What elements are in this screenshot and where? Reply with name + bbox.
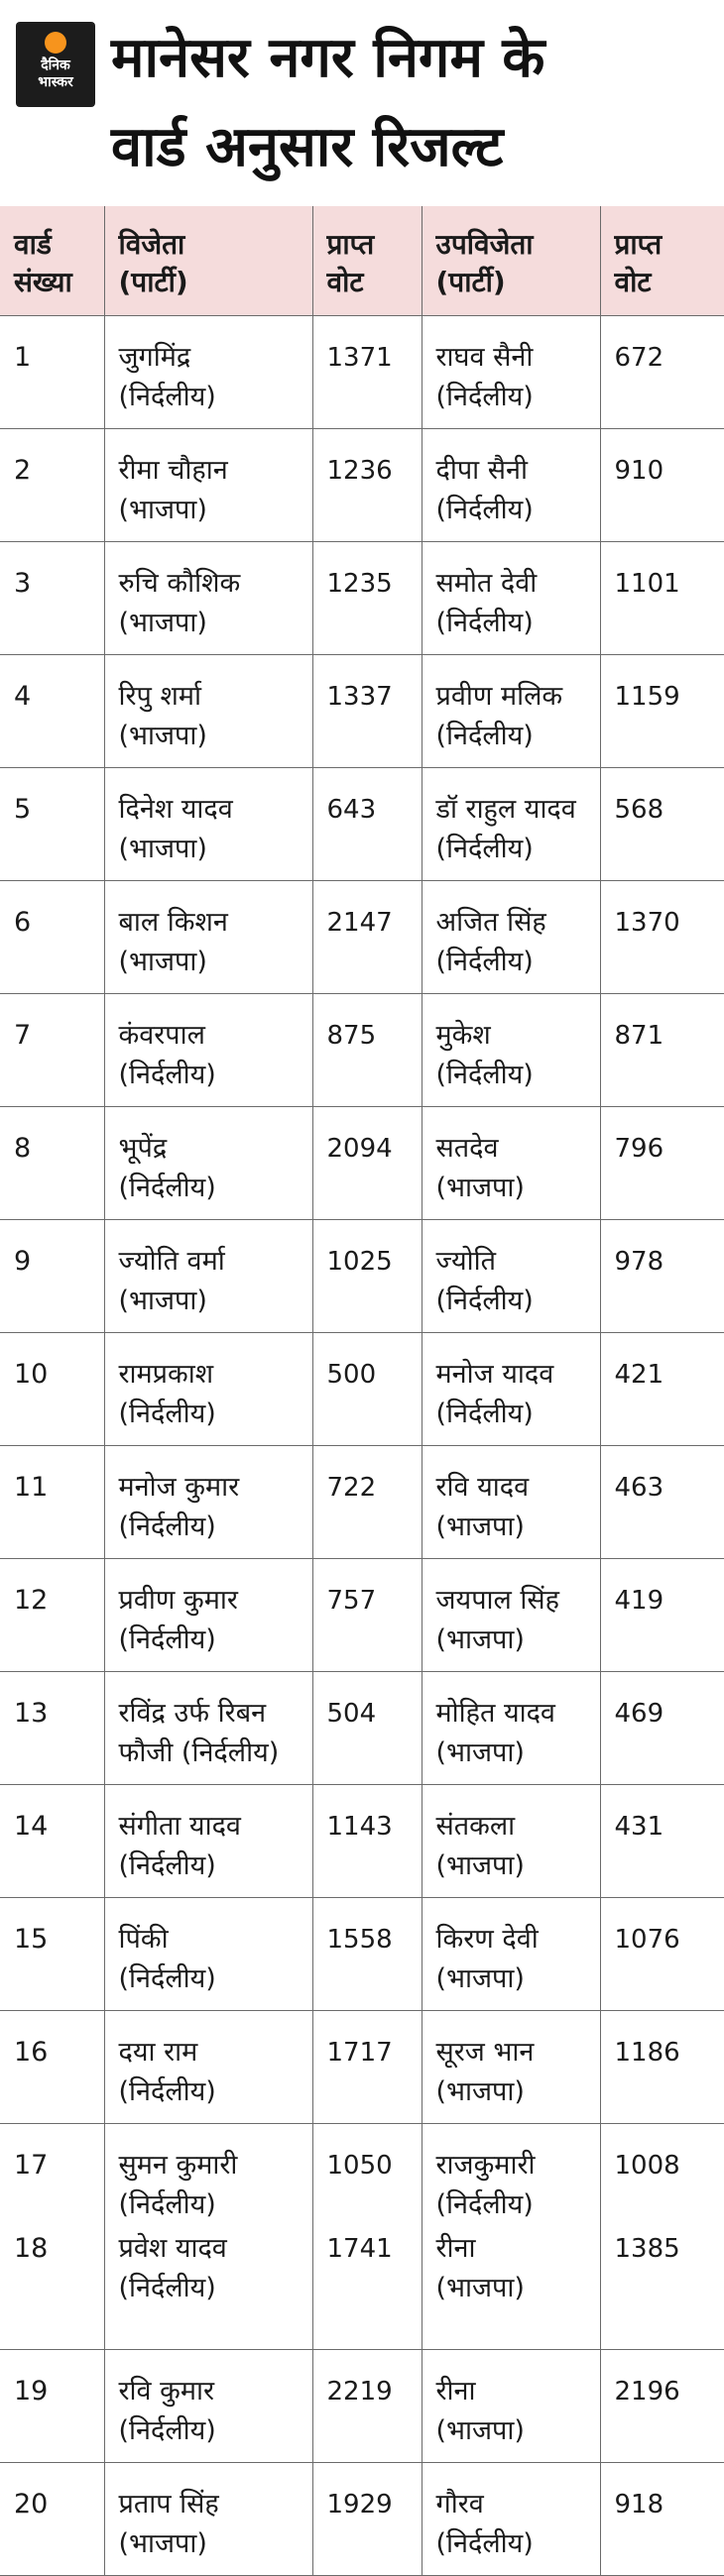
table-row: [0, 1333, 724, 1446]
table-row: [0, 429, 724, 542]
table-row: [0, 1107, 724, 1220]
runner-up-cell: सतदेव (भाजपा): [422, 1107, 600, 1220]
winner-votes: 1558: [312, 1898, 422, 2011]
runner-votes: 1076: [600, 1898, 724, 2011]
ward-number: 3: [0, 542, 104, 655]
winner-cell: दया राम (निर्दलीय): [104, 2011, 312, 2124]
runner-votes: 431: [600, 1785, 724, 1898]
winner-votes: 1717: [312, 2011, 422, 2124]
dainik-bhaskar-logo: [16, 22, 95, 107]
table-row: [0, 1898, 724, 2011]
runner-votes: 978: [600, 1220, 724, 1333]
table-row: [0, 316, 724, 429]
winner-cell: रिपु शर्मा (भाजपा): [104, 655, 312, 768]
results-table: [0, 206, 724, 2576]
winner-cell: भूपेंद्र (निर्दलीय): [104, 1107, 312, 1220]
winner-cell: रवि कुमार (निर्दलीय): [104, 2350, 312, 2463]
ward-number: 5: [0, 768, 104, 881]
winner-votes: 1050 1741: [312, 2124, 422, 2350]
winner-cell: प्रताप सिंह (भाजपा): [104, 2463, 312, 2576]
winner-cell: बाल किशन (भाजपा): [104, 881, 312, 994]
runner-up-cell: रीना (भाजपा): [422, 2350, 600, 2463]
winner-votes: 2219: [312, 2350, 422, 2463]
table-row: [0, 994, 724, 1107]
runner-votes: 463: [600, 1446, 724, 1559]
runner-up-cell: जयपाल सिंह (भाजपा): [422, 1559, 600, 1672]
winner-cell: रामप्रकाश (निर्दलीय): [104, 1333, 312, 1446]
runner-up-cell: समोत देवी (निर्दलीय): [422, 542, 600, 655]
ward-number: 11: [0, 1446, 104, 1559]
winner-votes: 1025: [312, 1220, 422, 1333]
runner-votes: 2196: [600, 2350, 724, 2463]
logo-line-1: दैनिक: [41, 57, 70, 73]
header-runner-up: उपविजेता (पार्टी): [422, 206, 600, 316]
runner-votes: 1101: [600, 542, 724, 655]
table-row: [0, 542, 724, 655]
winner-votes: 1337: [312, 655, 422, 768]
ward-number: 19: [0, 2350, 104, 2463]
table-row: [0, 1672, 724, 1785]
runner-votes: 568: [600, 768, 724, 881]
ward-number: 17 18: [0, 2124, 104, 2350]
runner-votes: 796: [600, 1107, 724, 1220]
winner-votes: 1371: [312, 316, 422, 429]
runner-votes: 421: [600, 1333, 724, 1446]
winner-votes: 1929: [312, 2463, 422, 2576]
table-row: [0, 1220, 724, 1333]
winner-cell: रविंद्र उर्फ रिबन फौजी (निर्दलीय): [104, 1672, 312, 1785]
runner-up-cell: राघव सैनी (निर्दलीय): [422, 316, 600, 429]
runner-votes: 469: [600, 1672, 724, 1785]
runner-votes: 910: [600, 429, 724, 542]
winner-votes: 1236: [312, 429, 422, 542]
runner-votes: 672: [600, 316, 724, 429]
winner-cell: ज्योति वर्मा (भाजपा): [104, 1220, 312, 1333]
winner-votes: 2147: [312, 881, 422, 994]
runner-votes: 1159: [600, 655, 724, 768]
table-row: [0, 2463, 724, 2576]
runner-up-cell: प्रवीण मलिक (निर्दलीय): [422, 655, 600, 768]
sun-icon: [45, 32, 66, 54]
runner-up-cell: रवि यादव (भाजपा): [422, 1446, 600, 1559]
header-winner-votes: प्राप्त वोट: [312, 206, 422, 316]
winner-cell: मनोज कुमार (निर्दलीय): [104, 1446, 312, 1559]
ward-number: 13: [0, 1672, 104, 1785]
table-row: [0, 1446, 724, 1559]
table-row: [0, 2011, 724, 2124]
ward-number: 6: [0, 881, 104, 994]
page-header: [0, 0, 724, 206]
title-line-1: मानेसर नगर निगम के: [111, 26, 545, 90]
ward-number: 14: [0, 1785, 104, 1898]
ward-number: 2: [0, 429, 104, 542]
ward-number: 16: [0, 2011, 104, 2124]
ward-number: 20: [0, 2463, 104, 2576]
ward-number: 12: [0, 1559, 104, 1672]
winner-cell: संगीता यादव (निर्दलीय): [104, 1785, 312, 1898]
table-header-row: [0, 206, 724, 316]
winner-votes: 757: [312, 1559, 422, 1672]
winner-votes: 504: [312, 1672, 422, 1785]
ward-number: 10: [0, 1333, 104, 1446]
table-body: [0, 316, 724, 2576]
runner-up-cell: राजकुमारी (निर्दलीय) रीना (भाजपा): [422, 2124, 600, 2350]
ward-number: 1: [0, 316, 104, 429]
header-runner-votes: प्राप्त वोट: [600, 206, 724, 316]
table-row: [0, 2124, 724, 2350]
winner-cell: कंवरपाल (निर्दलीय): [104, 994, 312, 1107]
logo-line-2: भास्कर: [38, 74, 73, 90]
runner-up-cell: ज्योति (निर्दलीय): [422, 1220, 600, 1333]
winner-votes: 722: [312, 1446, 422, 1559]
ward-number: 15: [0, 1898, 104, 2011]
table-row: [0, 1785, 724, 1898]
runner-votes: 918: [600, 2463, 724, 2576]
runner-up-cell: मनोज यादव (निर्दलीय): [422, 1333, 600, 1446]
winner-cell: सुमन कुमारी (निर्दलीय) प्रवेश यादव (निर्दलीय): [104, 2124, 312, 2350]
winner-votes: 1143: [312, 1785, 422, 1898]
table-row: [0, 2350, 724, 2463]
winner-votes: 500: [312, 1333, 422, 1446]
title-line-2: वार्ड अनुसार रिजल्ट: [111, 115, 504, 179]
runner-up-cell: दीपा सैनी (निर्दलीय): [422, 429, 600, 542]
ward-number: 7: [0, 994, 104, 1107]
table-row: [0, 655, 724, 768]
table-row: [0, 1559, 724, 1672]
runner-up-cell: मुकेश (निर्दलीय): [422, 994, 600, 1107]
runner-up-cell: संतकला (भाजपा): [422, 1785, 600, 1898]
winner-votes: 643: [312, 768, 422, 881]
runner-up-cell: मोहित यादव (भाजपा): [422, 1672, 600, 1785]
runner-votes: 419: [600, 1559, 724, 1672]
winner-cell: प्रवीण कुमार (निर्दलीय): [104, 1559, 312, 1672]
runner-up-cell: सूरज भान (भाजपा): [422, 2011, 600, 2124]
ward-number: 4: [0, 655, 104, 768]
ward-number: 9: [0, 1220, 104, 1333]
page-title: [111, 14, 712, 192]
table-row: [0, 768, 724, 881]
runner-up-cell: गौरव (निर्दलीय): [422, 2463, 600, 2576]
winner-votes: 2094: [312, 1107, 422, 1220]
header-winner: विजेता (पार्टी): [104, 206, 312, 316]
winner-cell: रीमा चौहान (भाजपा): [104, 429, 312, 542]
winner-cell: पिंकी (निर्दलीय): [104, 1898, 312, 2011]
runner-up-cell: अजित सिंह (निर्दलीय): [422, 881, 600, 994]
winner-votes: 875: [312, 994, 422, 1107]
header-ward: वार्ड संख्या: [0, 206, 104, 316]
winner-cell: जुगमिंद्र (निर्दलीय): [104, 316, 312, 429]
runner-votes: 1008 1385: [600, 2124, 724, 2350]
runner-votes: 871: [600, 994, 724, 1107]
ward-number: 8: [0, 1107, 104, 1220]
winner-cell: दिनेश यादव (भाजपा): [104, 768, 312, 881]
runner-votes: 1186: [600, 2011, 724, 2124]
winner-votes: 1235: [312, 542, 422, 655]
table-row: [0, 881, 724, 994]
runner-votes: 1370: [600, 881, 724, 994]
runner-up-cell: किरण देवी (भाजपा): [422, 1898, 600, 2011]
winner-cell: रुचि कौशिक (भाजपा): [104, 542, 312, 655]
runner-up-cell: डॉ राहुल यादव (निर्दलीय): [422, 768, 600, 881]
